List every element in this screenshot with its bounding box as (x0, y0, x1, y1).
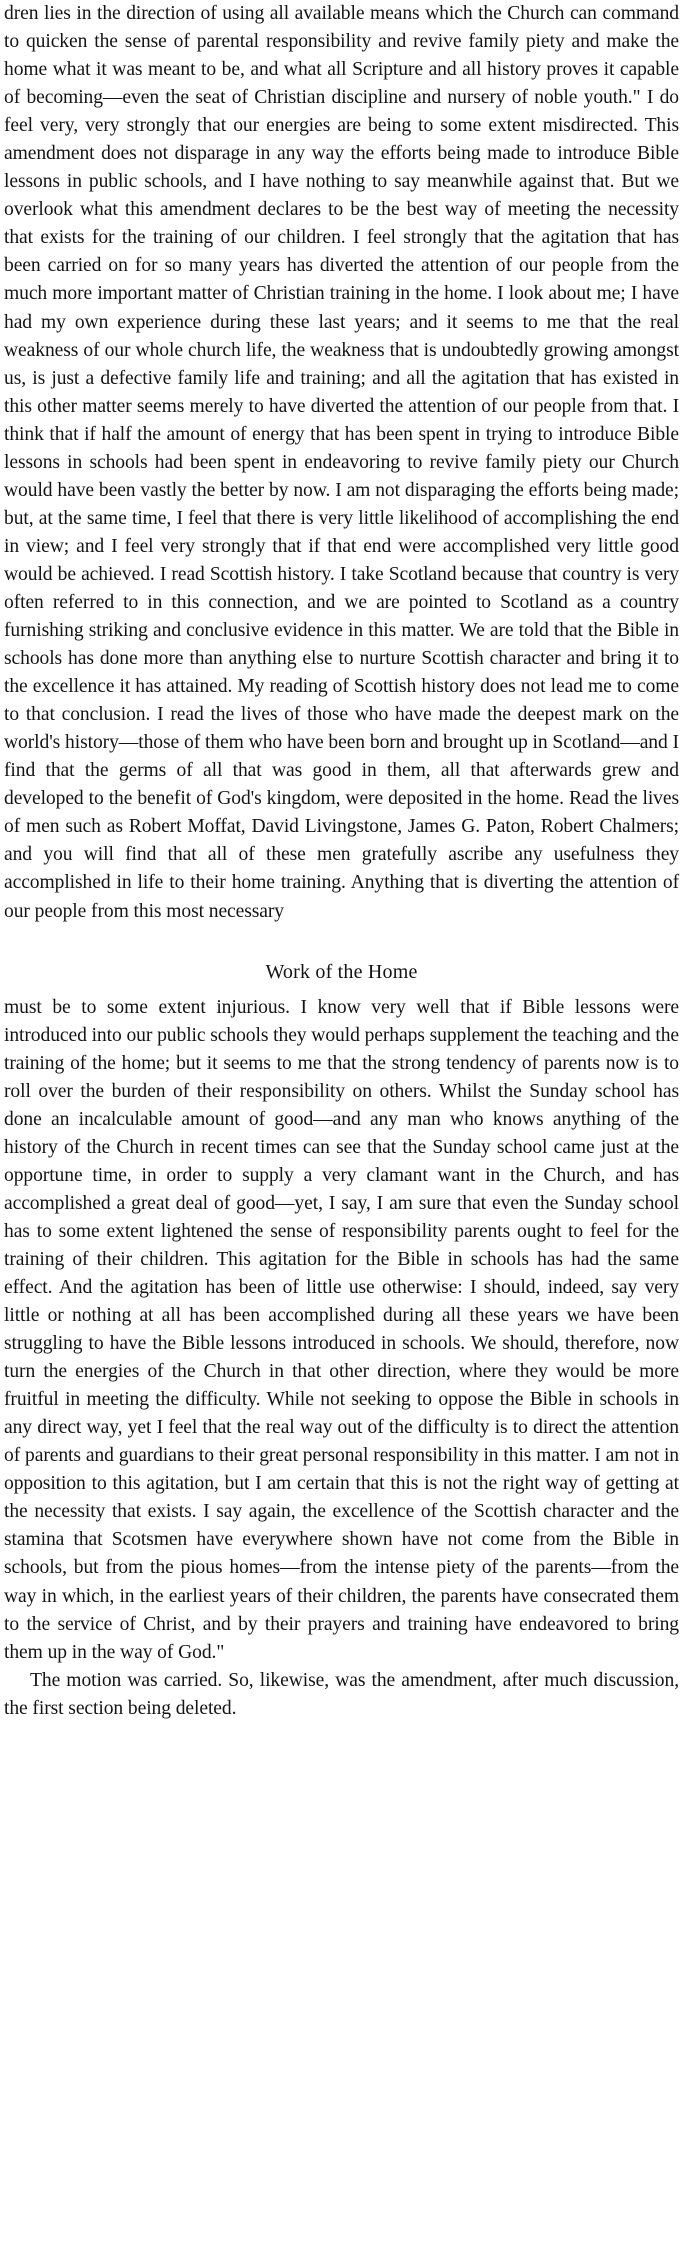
article-paragraph-1: dren lies in the direction of using all available means which the Church can command to quicken the sense of parental responsibility and revive family piety and make the home what it was meant to be, and what all Scripture and all history proves it capable of becoming—even the seat of Christian discipline and nursery of noble youth." I do feel very, very strongly that our energies are being to some extent misdirected. This amendment does not disparage in any way the efforts being made to introduce Bible lessons in public schools, and I have nothing to say meanwhile against that. But we overlook what this amendment declares to be the best way of meeting the necessity that exists for the training of our children. I feel strongly that the agitation that has been carried on for so many years has diverted the attention of our people from the much more important matter of Christian training in the home. I look about me; I have had my own experience during these last years; and it seems to me that the real weakness of our whole church life, the weakness that is undoubtedly growing amongst us, is just a defective family life and training; and all the agitation that has existed in this other matter seems merely to have diverted the attention of our people from that. I think that if half the amount of energy that has been spent in trying to introduce Bible lessons in schools had been spent in endeavoring to revive family piety our Church would have been vastly the better by now. I am not disparaging the efforts being made; but, at the same time, I feel that there is very little likelihood of accomplishing the end in view; and I feel very strongly that if that end were accomplished very little good would be achieved. I read Scottish history. I take Scotland because that country is very often referred to in this connection, and we are pointed to Scotland as a country furnishing striking and conclusive evidence in this matter. We are told that the Bible in schools has done more than anything else to nurture Scottish character and bring it to the excellence it has attained. My reading of Scottish history does not lead me to come to that conclusion. I read the lives of those who have made the deepest mark on the world's history—those of them who have been born and brought up in Scotland—and I find that the germs of all that was good in them, all that afterwards grew and developed to the benefit of God's kingdom, were deposited in the home. Read the lives of men such as Robert Moffat, David Livingstone, James G. Paton, Robert Chalmers; and you will find that all of these men gratefully ascribe any usefulness they accomplished in life to their home training. Anything that is diverting the attention of our people from this most necessary (4, 3, 679, 922)
article-paragraph-3: The motion was carried. So, likewise, was the amendment, after much discussion, the first section being deleted. (4, 1669, 679, 1719)
section-subheading: Work of the Home (265, 960, 418, 983)
article-column (4, 0, 679, 1723)
article-paragraph-2: must be to some extent injurious. I know very well that if Bible lessons were introduced into our public schools they would perhaps supplement the teaching and the training of the home; but it seems to me that the strong tendency of parents now is to roll over the burden of their responsibility on others. Whilst the Sunday school has done an incalculable amount of good—and any man who knows anything of the history of the Church in recent times can see that the Sunday school came just at the opportune time, in order to supply a very clamant want in the Church, and has accomplished a great deal of good—yet, I say, I am sure that even the Sunday school has to some extent lightened the sense of responsibility parents ought to feel for the training of their children. This agitation for the Bible in schools has had the same effect. And the agitation has been of little use otherwise: I should, indeed, say very little or nothing at all has been accomplished during all these years we have been struggling to have the Bible lessons introduced in schools. We should, therefore, now turn the energies of the Church in that other direction, where they would be more fruitful in meeting the difficulty. While not seeking to oppose the Bible in schools in any direct way, yet I feel that the real way out of the difficulty is to direct the attention of parents and guardians to their great personal responsibility in this matter. I am not in opposition to this agitation, but I am certain that this is not the right way of getting at the necessity that exists. I say again, the excellence of the Scottish character and the stamina that Scotsmen have everywhere shown have not come from the Bible in schools, but from the pious homes—from the intense piety of the parents—from the way in which, in the earliest years of their children, the parents have consecrated them to the service of Christ, and by their prayers and training have endeavored to bring them up in the way of God." (4, 996, 679, 1663)
